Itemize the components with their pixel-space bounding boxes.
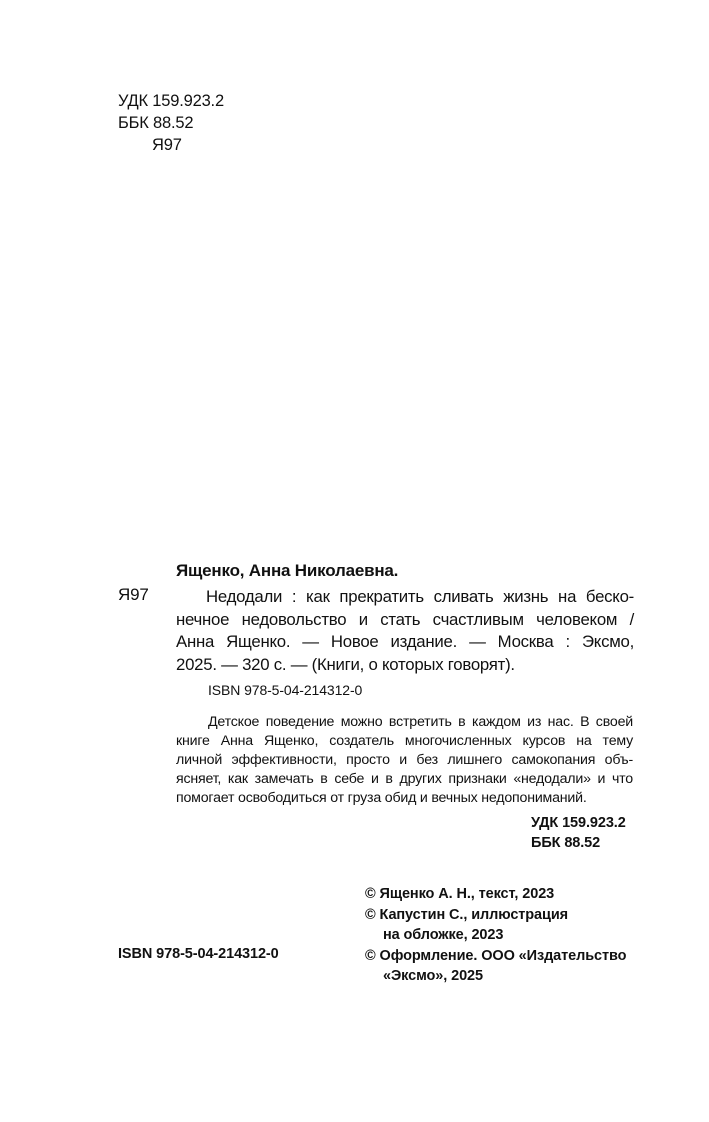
annotation-line: ясняет, как замечать в себе и в других признаки «недодали» и что <box>176 771 633 787</box>
annotation-line: личной эффективности, просто и без лишнего самокопания объ- <box>176 752 633 768</box>
annotation <box>176 713 633 808</box>
copyright-design-cont: «Эксмо», 2025 <box>383 968 483 984</box>
isbn-record: ISBN 978-5-04-214312-0 <box>208 682 363 698</box>
author-heading: Ященко, Анна Николаевна. <box>176 561 399 580</box>
udk-code-record: УДК 159.923.2 <box>531 815 626 831</box>
annotation-line: помогает освободиться от груза обид и вечных недопониманий. <box>176 790 587 806</box>
annotation-line: Детское поведение можно встретить в каждом из нас. В своей <box>208 714 633 730</box>
isbn-bottom: ISBN 978-5-04-214312-0 <box>118 946 279 962</box>
description-line: нечное недовольство и стать счастливым человеком / <box>176 609 634 629</box>
author-mark: Я97 <box>118 585 149 604</box>
copyright-text: © Ященко А. Н., текст, 2023 <box>365 886 555 902</box>
description-line: Анна Ященко. — Новое издание. — Москва : Эксмо, <box>176 632 634 651</box>
bibliographic-description <box>176 586 634 676</box>
copyright-block <box>365 884 626 987</box>
description-line: 2025. — 320 с. — (Книги, о которых говорят). <box>176 654 515 674</box>
bbk-code-top: ББК 88.52 <box>118 114 194 132</box>
description-line: Недодали : как прекратить сливать жизнь на беско- <box>206 587 634 606</box>
bbk-code-record: ББК 88.52 <box>531 835 601 851</box>
copyright-illustration-cont: на обложке, 2023 <box>383 927 504 943</box>
copyright-illustration: © Капустин С., иллюстрация <box>365 906 568 923</box>
copyright-design: © Оформление. ООО «Издательство <box>365 947 627 964</box>
author-mark-top: Я97 <box>152 136 182 154</box>
udk-code-top: УДК 159.923.2 <box>118 92 224 110</box>
annotation-line: книге Анна Ященко, создатель многочисленных курсов на тему <box>176 733 633 749</box>
